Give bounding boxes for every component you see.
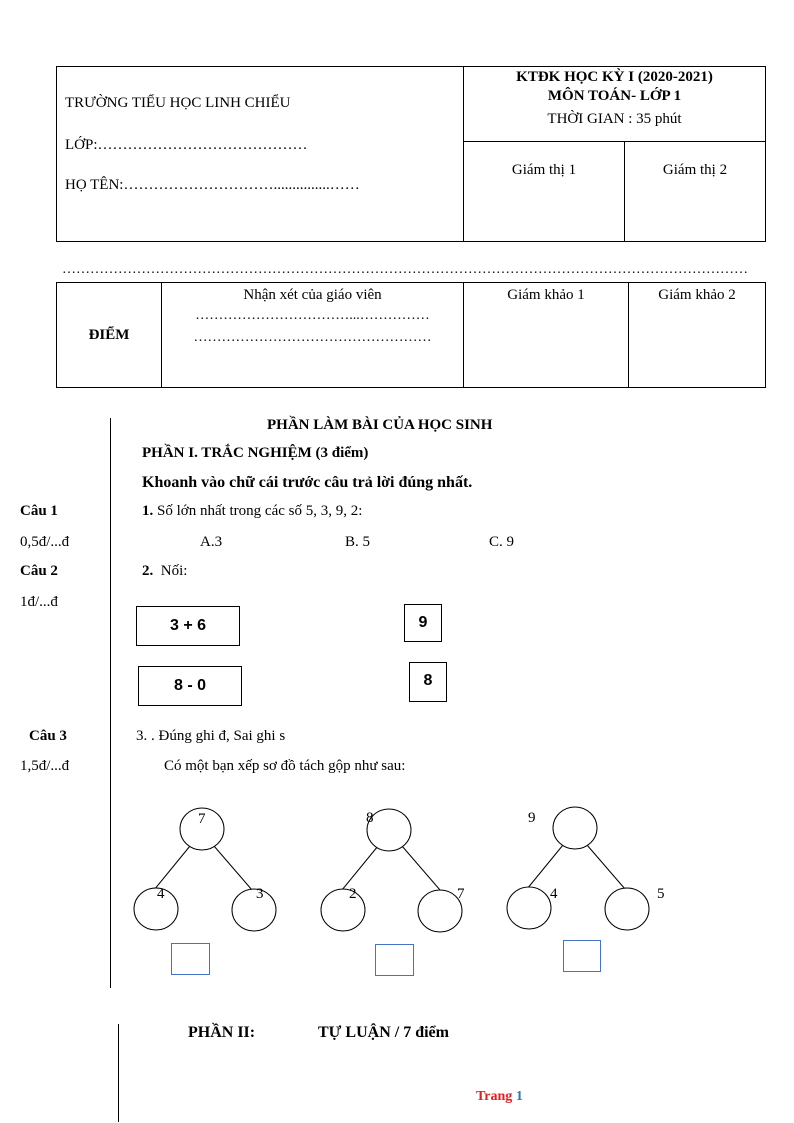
proctor2-label: Giám thị 2 (662, 162, 728, 178)
tree3-top-value: 9 (528, 810, 536, 826)
q1-text: Số lớn nhất trong các số 5, 3, 9, 2: (157, 503, 363, 519)
tree1-left-node (134, 888, 178, 930)
q1-option-c[interactable]: C. 9 (489, 534, 515, 550)
part2-label: PHẦN II: (188, 1024, 256, 1041)
exam-time: THỜI GIAN : 35 phút (547, 111, 682, 127)
q1-number: 1. (142, 503, 154, 519)
examiner1-label: Giám khảo 1 (507, 287, 585, 303)
exam-title: KTĐK HỌC KỲ I (2020-2021) (516, 69, 713, 85)
exam-subject: MÔN TOÁN- LỚP 1 (547, 88, 682, 104)
cut-line: ………………………………………………………………………………………………………………………………… (62, 262, 748, 277)
tree2-top-value: 8 (366, 810, 374, 826)
page-footer (476, 1089, 523, 1105)
tree1-right-value: 3 (256, 886, 264, 902)
comment-label: Nhận xét của giáo viên (243, 287, 382, 303)
q1-label: Câu 1 (20, 503, 58, 519)
q3-label: Câu 3 (29, 728, 67, 744)
tree2-edge-left (342, 846, 378, 890)
score-label: ĐIỂM (88, 326, 130, 343)
tree3-left-node (507, 887, 551, 929)
tree2-right-node (418, 890, 462, 932)
proctor1-label: Giám thị 1 (511, 162, 577, 178)
match-right-2[interactable]: 8 (409, 662, 447, 702)
tree2-top-node (367, 809, 411, 851)
tree2-edge-right (402, 846, 440, 890)
match-right-1[interactable]: 9 (404, 604, 442, 642)
q1-option-a[interactable]: A.3 (200, 534, 223, 550)
tree1-edge-right (214, 846, 252, 890)
tree2-answer-box[interactable] (375, 944, 414, 976)
q3-heading: 3. . Đúng ghi đ, Sai ghi s (136, 728, 286, 744)
q3-text: Có một bạn xếp sơ đồ tách gộp như sau: (164, 758, 406, 774)
part1-title: PHẦN I. TRẮC NGHIỆM (3 điểm) (142, 445, 369, 461)
school-name: TRƯỜNG TIỂU HỌC LINH CHIỂU (65, 95, 291, 111)
name-field: HỌ TÊN:…………………………...............…… (65, 177, 360, 193)
comment-line-1: ……………………………...…………… (195, 308, 430, 323)
match-left-2[interactable]: 8 - 0 (138, 666, 242, 706)
class-field: LỚP:…………………………………… (65, 137, 308, 153)
q2-label: Câu 2 (20, 563, 58, 579)
page-word: Trang (476, 1089, 513, 1104)
part1-instruction: Khoanh vào chữ cái trước câu trả lời đúng nhất. (142, 474, 473, 491)
tree1-left-value: 4 (157, 886, 165, 902)
q3-points: 1,5đ/...đ (20, 758, 70, 774)
tree2-right-value: 7 (457, 886, 465, 902)
page-number: 1 (515, 1089, 523, 1104)
match-left-1[interactable]: 3 + 6 (136, 606, 240, 646)
tree3-edge-right (587, 845, 625, 889)
examiner2-label: Giám khảo 2 (658, 287, 736, 303)
tree1-edge-left (154, 846, 190, 890)
q2-points: 1đ/...đ (20, 594, 58, 610)
tree3-top-node (553, 807, 597, 849)
part2-title: TỰ LUẬN / 7 điểm (318, 1024, 449, 1041)
q1-points: 0,5đ/...đ (20, 534, 70, 550)
q2-number: 2. (142, 563, 154, 579)
tree2-left-node (321, 889, 365, 931)
tree1-answer-box[interactable] (171, 943, 210, 975)
q1-option-b[interactable]: B. 5 (345, 534, 371, 550)
tree3-edge-left (527, 845, 563, 889)
tree1-right-node (232, 889, 276, 931)
comment-line-2: …………………………………………… (193, 330, 432, 345)
tree3-answer-box[interactable] (563, 940, 601, 972)
tree2-left-value: 2 (349, 886, 357, 902)
tree1-top-value: 7 (198, 811, 206, 827)
tree3-right-node (605, 888, 649, 930)
q2-text: Nối: (160, 563, 188, 579)
section-title: PHẦN LÀM BÀI CỦA HỌC SINH (267, 417, 493, 433)
tree3-left-value: 4 (550, 886, 558, 902)
tree3-right-value: 5 (657, 886, 665, 902)
